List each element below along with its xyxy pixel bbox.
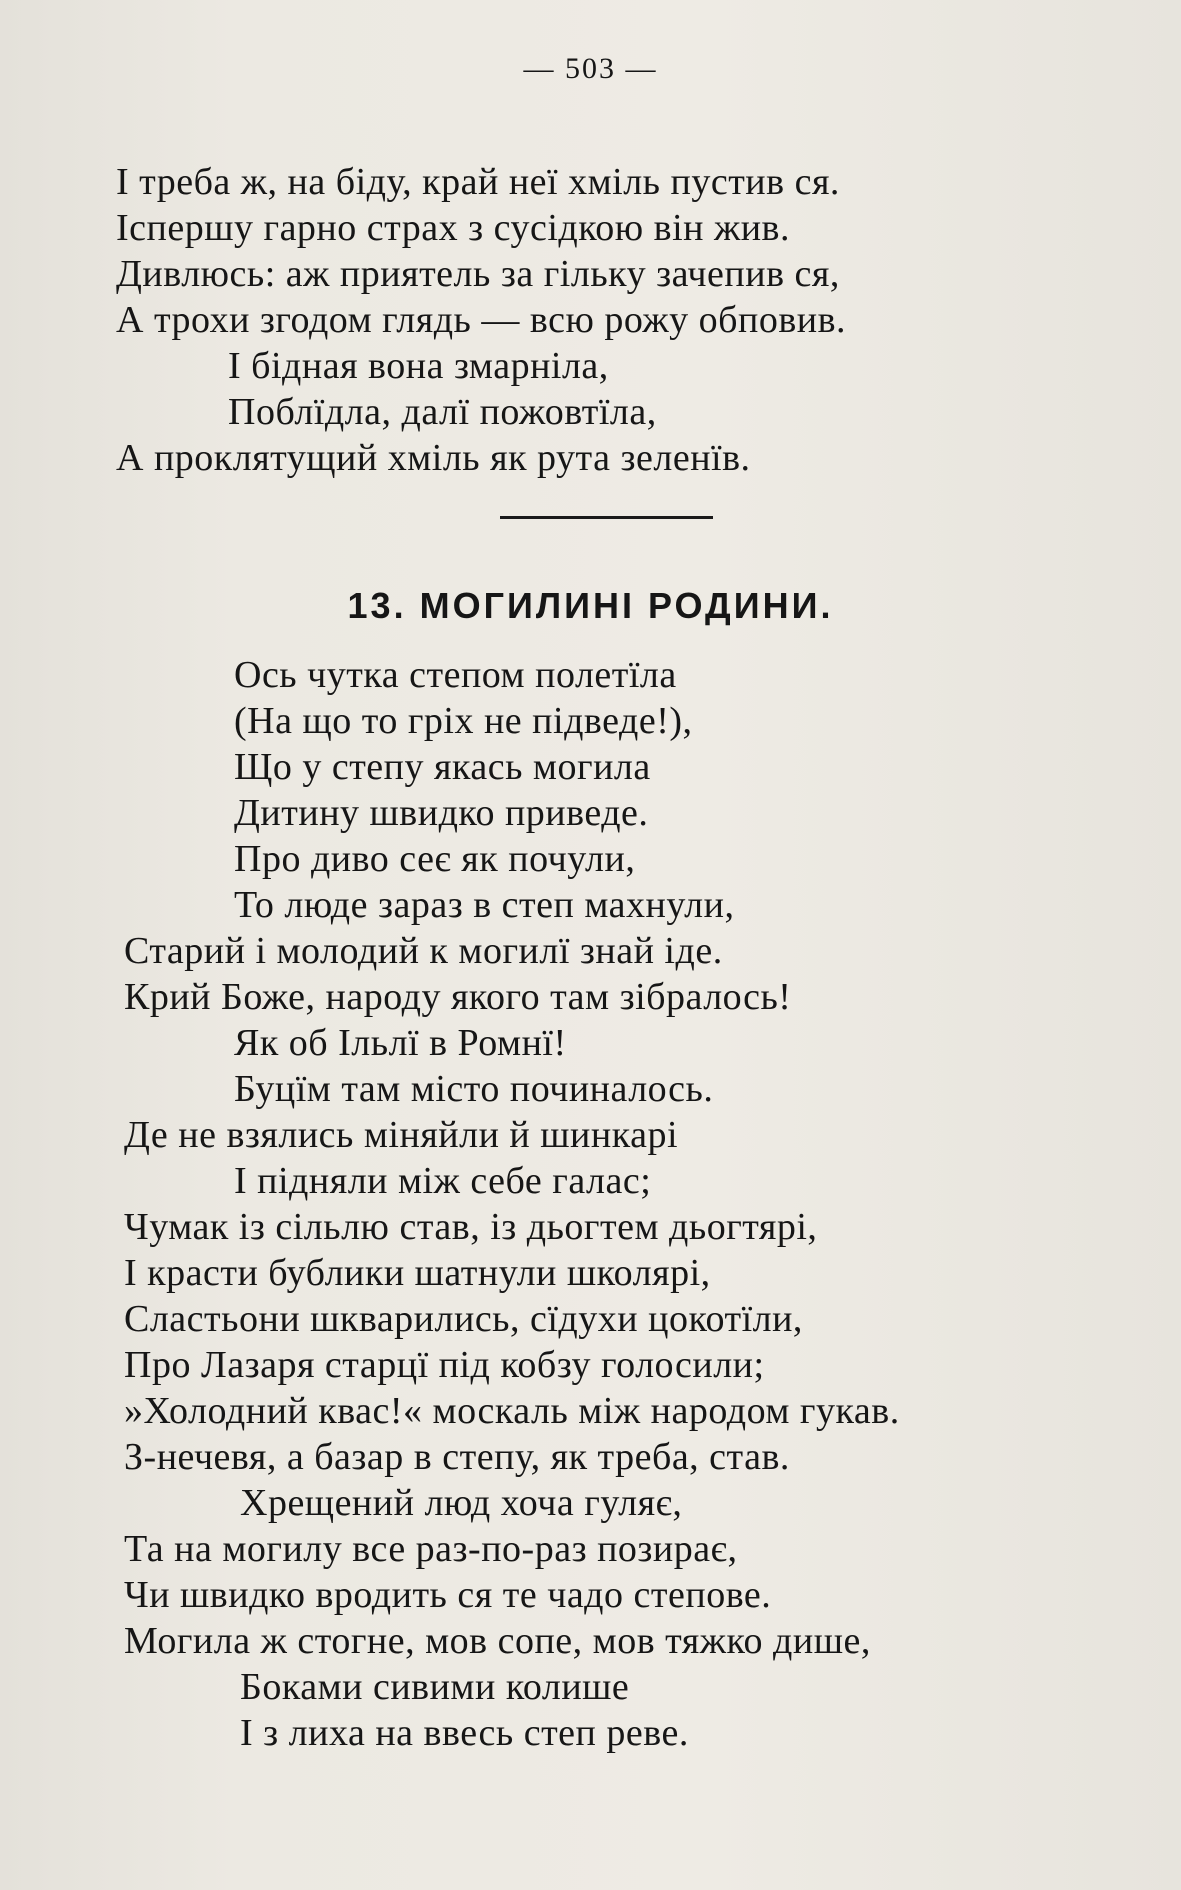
poem-line: (На що то гріх не підведе!), <box>234 700 693 742</box>
poem-line: А проклятущий хміль як рута зеленїв. <box>116 437 751 479</box>
poem-line: Дивлюсь: аж приятель за гільку зачепив ся, <box>116 253 840 295</box>
poem-line: Чумак із сільлю став, із дьогтем дьогтярі, <box>124 1206 818 1248</box>
poem-line: Іспершу гарно страх з сусідкою він жив. <box>116 207 790 249</box>
poem-line: Сластьони шкварились, сїдухи цокотїли, <box>124 1298 803 1340</box>
poem-line: Поблїдла, далї пожовтїла, <box>228 391 657 433</box>
section-divider <box>500 516 713 519</box>
poem-line: І з лиха на ввесь степ реве. <box>240 1712 689 1754</box>
poem-line: Старий і молодий к могилї знай іде. <box>124 930 723 972</box>
poem-line: Про Лазаря старцї під кобзу голосили; <box>124 1344 765 1386</box>
poem-line: Ось чутка степом полетїла <box>234 654 677 696</box>
page-number: — 503 — <box>523 52 658 85</box>
poem-line: А трохи згодом глядь — всю рожу обповив. <box>116 299 847 341</box>
poem-line: І підняли між себе галас; <box>234 1160 652 1202</box>
poem-line: І треба ж, на біду, край неї хміль пустив ся. <box>116 161 840 203</box>
poem-line: Могила ж стогне, мов сопе, мов тяжко дише, <box>124 1620 871 1662</box>
poem-line: »Холодний квас!« москаль між народом гукав. <box>124 1390 900 1432</box>
poem-line: Крий Боже, народу якого там зібралось! <box>124 976 792 1018</box>
poem-line: Як об Ільлї в Ромнї! <box>234 1022 567 1064</box>
poem-line: То люде зараз в степ махнули, <box>234 884 735 926</box>
poem-line: Де не взялись міняйли й шинкарі <box>124 1114 679 1156</box>
poem-line: Боками сивими колише <box>240 1666 630 1708</box>
section-title: 13. МОГИЛИНІ РОДИНИ. <box>347 585 834 626</box>
poem-line: З-нечевя, а базар в степу, як треба, став. <box>124 1436 790 1478</box>
poem-line: Хрещений люд хоча гуляє, <box>240 1482 683 1524</box>
poem-line: Та на могилу все раз-по-раз позирає, <box>124 1528 738 1570</box>
poem-line: І бідная вона змарніла, <box>228 345 609 387</box>
poem-line: Про диво сеє як почули, <box>234 838 636 880</box>
poem-line: Буцїм там місто починалось. <box>234 1068 714 1110</box>
poem-line: І красти бублики шатнули школярі, <box>124 1252 711 1294</box>
poem-line: Що у степу якась могила <box>234 746 651 788</box>
poem-line: Чи швидко вродить ся те чадо степове. <box>124 1574 772 1616</box>
poem-line: Дитину швидко приведе. <box>234 792 649 834</box>
